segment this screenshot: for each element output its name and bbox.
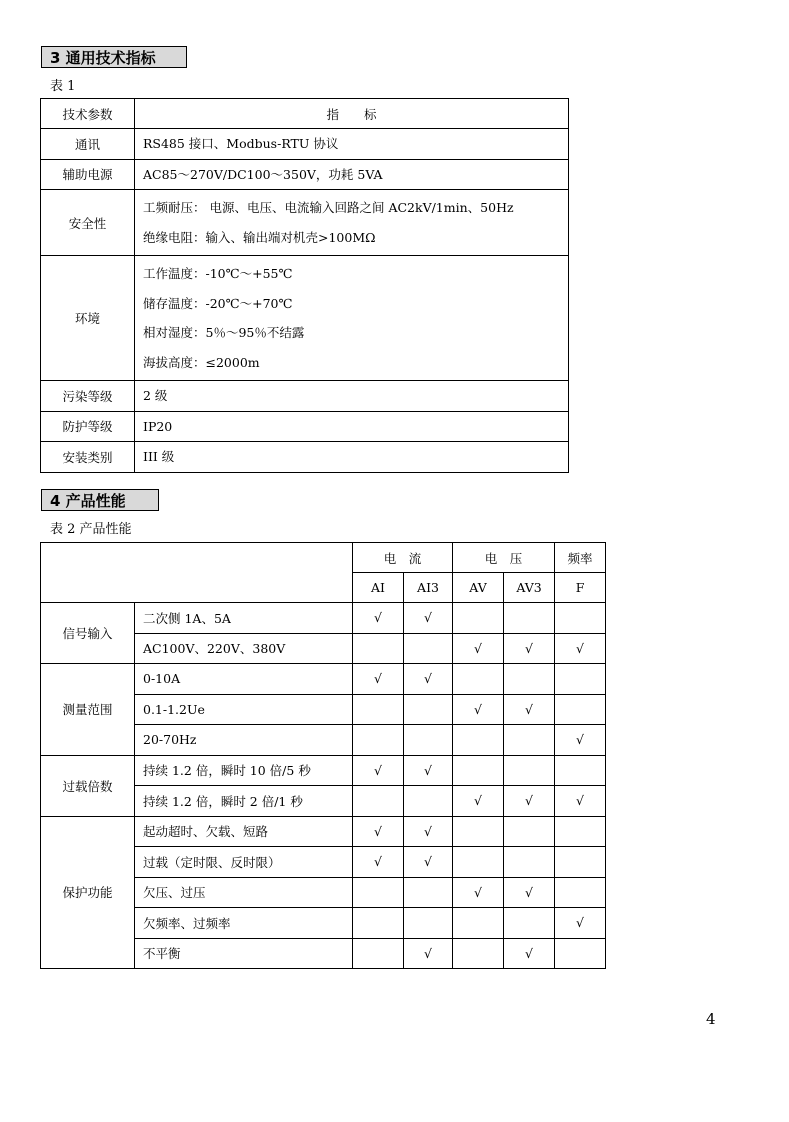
- col-header-f: F: [555, 573, 606, 603]
- check-mark: √: [374, 610, 382, 626]
- check-cell: [453, 877, 504, 908]
- check-cell: [555, 877, 606, 908]
- spec-line: 工频耐压： 电源、电压、电流输入回路之间 AC2kV/1min、50Hz: [143, 200, 514, 215]
- spec-value: [135, 190, 569, 256]
- category-name: 信号输入: [41, 603, 135, 664]
- check-cell: [404, 633, 453, 664]
- check-cell: [404, 664, 453, 695]
- item-label: 0-10A: [135, 664, 353, 695]
- check-cell: [404, 938, 453, 969]
- check-mark: √: [424, 671, 432, 687]
- check-cell: [504, 938, 555, 969]
- col-header-av3: AV3: [504, 573, 555, 603]
- check-cell: [504, 664, 555, 695]
- spec-line: RS485 接口、Modbus-RTU 协议: [143, 136, 339, 151]
- check-cell: [555, 603, 606, 634]
- check-cell: [404, 877, 453, 908]
- col-header-ai3: AI3: [404, 573, 453, 603]
- check-cell: [353, 694, 404, 725]
- check-cell: [555, 847, 606, 878]
- check-cell: [353, 725, 404, 756]
- check-cell: [404, 847, 453, 878]
- check-cell: [555, 816, 606, 847]
- check-mark: √: [424, 823, 432, 839]
- spec-line: 海拔高度：≤2000m: [143, 354, 260, 370]
- check-cell: [353, 908, 404, 939]
- section-3-title: 3 通用技术指标: [41, 46, 187, 68]
- check-cell: [353, 633, 404, 664]
- performance-table: [40, 542, 606, 969]
- item-label: 20-70Hz: [135, 725, 353, 756]
- spec-param: 辅助电源: [41, 159, 135, 190]
- spec-table: [40, 98, 569, 473]
- check-mark: √: [424, 854, 432, 870]
- check-cell: [504, 755, 555, 786]
- check-cell: [453, 664, 504, 695]
- check-cell: [453, 847, 504, 878]
- spec-param: 安装类别: [41, 442, 135, 473]
- spec-row: [41, 381, 569, 412]
- check-cell: [453, 633, 504, 664]
- check-cell: [353, 664, 404, 695]
- item-label: 持续 1.2 倍，瞬时 10 倍/5 秒: [135, 755, 353, 786]
- table-row: [41, 816, 606, 847]
- check-cell: [504, 694, 555, 725]
- check-cell: [453, 694, 504, 725]
- check-cell: [404, 816, 453, 847]
- item-label: AC100V、220V、380V: [135, 633, 353, 664]
- check-cell: [504, 725, 555, 756]
- category-name: 测量范围: [41, 664, 135, 756]
- spec-line: 工作温度：-10℃～+55℃: [143, 266, 293, 281]
- spec-line: AC85～270V/DC100～350V，功耗 5VA: [143, 166, 383, 182]
- item-label: 二次侧 1A、5A: [135, 603, 353, 634]
- check-cell: [504, 603, 555, 634]
- check-cell: [353, 816, 404, 847]
- spec-line: 储存温度：-20℃～+70℃: [143, 295, 293, 311]
- check-cell: [404, 786, 453, 817]
- check-cell: [404, 694, 453, 725]
- check-cell: [555, 908, 606, 939]
- header-param: 技术参数: [41, 99, 135, 129]
- check-cell: [555, 633, 606, 664]
- check-mark: √: [576, 793, 585, 809]
- check-cell: [504, 816, 555, 847]
- spec-value: [135, 411, 569, 442]
- spec-line: 绝缘电阻：输入、输出端对机壳>100MΩ: [143, 229, 376, 245]
- spec-row: [41, 442, 569, 473]
- check-cell: [504, 633, 555, 664]
- item-label: 欠压、过压: [135, 877, 353, 908]
- spec-line: 相对湿度：5％～95％不结露: [143, 325, 305, 340]
- check-cell: [453, 908, 504, 939]
- spec-param: 防护等级: [41, 411, 135, 442]
- check-cell: [555, 664, 606, 695]
- check-cell: [404, 755, 453, 786]
- check-cell: [453, 755, 504, 786]
- item-label: 持续 1.2 倍，瞬时 2 倍/1 秒: [135, 786, 353, 817]
- check-cell: [353, 786, 404, 817]
- item-label: 欠频率、过频率: [135, 908, 353, 939]
- check-mark: √: [525, 640, 533, 656]
- spec-line: 2 级: [143, 388, 168, 403]
- check-mark: √: [474, 884, 482, 900]
- table-row: [41, 603, 606, 634]
- spec-row: [41, 411, 569, 442]
- check-cell: [504, 786, 555, 817]
- check-cell: [353, 603, 404, 634]
- check-mark: √: [576, 915, 585, 931]
- spec-row: [41, 129, 569, 160]
- perf-header-row: [41, 543, 606, 573]
- check-cell: [555, 755, 606, 786]
- header-blank: [41, 543, 353, 603]
- spec-line: IP20: [143, 418, 173, 434]
- group-current: 电 流: [353, 543, 453, 573]
- check-mark: √: [374, 671, 382, 687]
- check-cell: [504, 877, 555, 908]
- group-voltage: 电 压: [453, 543, 555, 573]
- check-cell: [404, 603, 453, 634]
- check-mark: √: [474, 793, 482, 809]
- check-mark: √: [374, 854, 382, 870]
- check-mark: √: [374, 762, 382, 778]
- check-mark: √: [525, 701, 533, 717]
- group-frequency: 频率: [555, 543, 606, 573]
- spec-param: 环境: [41, 256, 135, 381]
- header-spec: 指 标: [135, 99, 569, 129]
- spec-row: [41, 159, 569, 190]
- check-cell: [555, 694, 606, 725]
- spec-row: [41, 190, 569, 256]
- check-mark: √: [525, 884, 533, 900]
- check-cell: [353, 938, 404, 969]
- spec-value: [135, 442, 569, 473]
- check-mark: √: [424, 610, 432, 626]
- check-cell: [404, 725, 453, 756]
- item-label: 0.1-1.2Ue: [135, 694, 353, 725]
- spec-row: [41, 256, 569, 381]
- check-cell: [504, 908, 555, 939]
- spec-param: 污染等级: [41, 381, 135, 412]
- check-mark: √: [525, 945, 533, 961]
- category-name: 保护功能: [41, 816, 135, 969]
- check-mark: √: [576, 732, 585, 748]
- spec-value: [135, 129, 569, 160]
- table-2-caption: 表 2 产品性能: [50, 522, 132, 537]
- check-cell: [453, 816, 504, 847]
- check-cell: [453, 603, 504, 634]
- table-row: [41, 664, 606, 695]
- section-4-title: 4 产品性能: [41, 489, 159, 511]
- check-mark: √: [374, 823, 382, 839]
- table-1-caption: 表 1: [50, 79, 76, 94]
- check-mark: √: [474, 640, 482, 656]
- check-cell: [353, 755, 404, 786]
- check-mark: √: [474, 701, 482, 717]
- col-header-av: AV: [453, 573, 504, 603]
- check-cell: [555, 938, 606, 969]
- check-cell: [353, 877, 404, 908]
- check-cell: [453, 725, 504, 756]
- item-label: 起动超时、欠载、短路: [135, 816, 353, 847]
- page-number: 4: [706, 1010, 716, 1028]
- item-label: 过载（定时限、反时限）: [135, 847, 353, 878]
- spec-value: [135, 381, 569, 412]
- check-mark: √: [525, 793, 533, 809]
- spec-header-row: [41, 99, 569, 129]
- check-cell: [453, 938, 504, 969]
- check-mark: √: [576, 640, 585, 656]
- spec-line: III 级: [143, 449, 175, 464]
- item-label: 不平衡: [135, 938, 353, 969]
- spec-param: 安全性: [41, 190, 135, 256]
- spec-param: 通讯: [41, 129, 135, 160]
- check-mark: √: [424, 762, 432, 778]
- check-cell: [404, 908, 453, 939]
- spec-value: [135, 256, 569, 381]
- check-cell: [504, 847, 555, 878]
- check-cell: [555, 786, 606, 817]
- check-cell: [555, 725, 606, 756]
- spec-value: [135, 159, 569, 190]
- table-row: [41, 755, 606, 786]
- check-cell: [353, 847, 404, 878]
- check-mark: √: [424, 945, 432, 961]
- category-name: 过载倍数: [41, 755, 135, 816]
- col-header-ai: AI: [353, 573, 404, 603]
- check-cell: [453, 786, 504, 817]
